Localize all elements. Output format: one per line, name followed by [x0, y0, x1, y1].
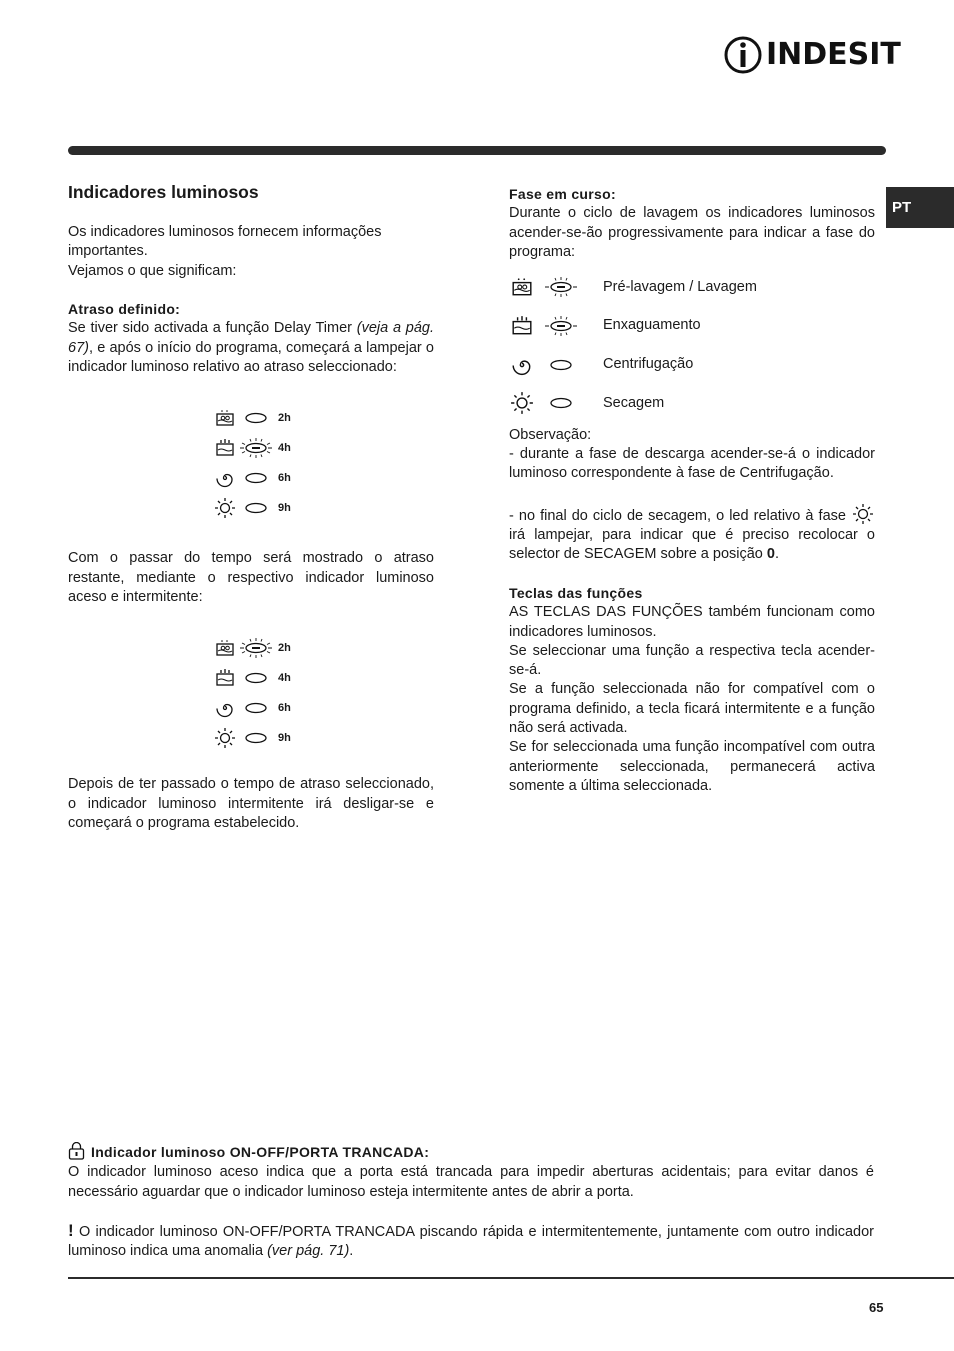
section-title: Indicadores luminosos [68, 182, 259, 202]
delay-paragraph: Se tiver sido activada a função Delay Timer (veja a pág. 67), e após o início do programa, começará a lampejar o indicador luminoso relativo ao atraso seleccionado: [68, 320, 434, 376]
function-keys-2: Se seleccionar uma função a respectiva tecla acender-se-á. [509, 642, 875, 679]
intro-line-2: Vejamos o que significam: [68, 262, 237, 279]
indicator-row [213, 663, 313, 693]
phase-label: Enxaguamento [603, 317, 701, 334]
phase-label: Secagem [603, 394, 665, 411]
lock-paragraph: O indicador luminoso aceso indica que a porta está trancada para impedir aberturas acidentais; para evitar danos é necessário aguardar que o indicador luminoso esteja intermitente antes de abrir a porta. [68, 1164, 874, 1200]
phase-list [509, 268, 875, 422]
led-off-icon [237, 467, 275, 489]
left-column [68, 180, 434, 833]
delay-indicator-grid-1 [213, 403, 313, 523]
led-off-icon [237, 497, 275, 519]
middle-paragraph: Com o passar do tempo será mostrado o atraso restante, mediante o respectivo indicador luminoso aceso e intermitente: [68, 550, 434, 605]
dry-selector-position: 0 [766, 546, 775, 563]
phase-row [509, 268, 875, 307]
header-rule [68, 146, 886, 155]
delay-indicator-grid-2 [213, 633, 313, 753]
delay-label: 2h [278, 641, 291, 654]
phase-paragraph: Durante o ciclo de lavagem os indicadores luminosos acender-se-ão progressivamente para indicar a fase do programa: [509, 205, 875, 260]
function-keys-1: AS TECLAS DAS FUNÇÕES também funcionam como indicadores luminosos. [509, 604, 875, 640]
indicator-row [213, 433, 313, 463]
right-column [509, 185, 875, 796]
phase-row [509, 345, 875, 384]
page-number: 65 [869, 1300, 884, 1315]
footer-rule [68, 1277, 954, 1279]
rinse-icon [213, 667, 237, 689]
led-off-icon [539, 391, 583, 415]
indesit-logo [724, 34, 901, 76]
warning-paragraph: ! O indicador luminoso ON-OFF/PORTA TRANCADA piscando rápida e intermitentemente, juntamente com outro indicador luminoso indica uma anomalia (ver pág. 71). [68, 1221, 874, 1260]
warning-icon: ! [68, 1221, 74, 1241]
spin-icon [213, 697, 237, 719]
led-flashing-icon [237, 637, 275, 659]
led-off-icon [237, 667, 275, 689]
delay-label: 4h [278, 671, 291, 684]
function-keys-4: Se for seleccionada uma função incompatível com outra anteriormente seleccionada, permanecerá activa somente a última seleccionada. [509, 739, 875, 794]
delay-label: 9h [278, 501, 291, 514]
phase-label: Pré-lavagem / Lavagem [603, 278, 757, 295]
spin-icon [509, 353, 535, 377]
led-flashing-icon [539, 314, 583, 338]
function-keys-3: Se a função seleccionada não for compatível com o programa definido, a tecla ficará intermitente e a função não será activada. [509, 681, 875, 737]
delay-label: 6h [278, 701, 291, 714]
led-off-icon [539, 353, 583, 377]
led-off-icon [237, 697, 275, 719]
lock-heading: Indicador luminoso ON-OFF/PORTA TRANCADA: [91, 1144, 430, 1160]
indicator-row [213, 493, 313, 523]
page-reference: (ver pág. 71) [267, 1243, 350, 1260]
door-lock-section [68, 1142, 874, 1262]
logo-wordmark: INDESIT [766, 37, 901, 72]
spin-icon [213, 467, 237, 489]
dry-icon [213, 497, 237, 519]
intro-line-1: Os indicadores luminosos fornecem informações importantes. [68, 224, 382, 260]
prewash-icon [213, 407, 237, 429]
observation-1: - durante a fase de descarga acender-se-á o indicador luminoso correspondente à fase de Centrifugação. [509, 445, 875, 482]
dry-icon [509, 391, 535, 415]
lock-icon [68, 1142, 85, 1160]
function-keys-heading: Teclas das funções [509, 584, 643, 601]
delay-label: 2h [278, 411, 291, 424]
phase-heading: Fase em curso: [509, 186, 616, 202]
delay-label: 6h [278, 471, 291, 484]
indicator-row [213, 723, 313, 753]
language-tab: PT [886, 187, 954, 228]
phase-row [509, 384, 875, 423]
delay-heading: Atraso definido: [68, 301, 181, 318]
prewash-icon [509, 275, 535, 299]
indicator-row [213, 633, 313, 663]
dry-icon [213, 727, 237, 749]
rinse-icon [509, 314, 535, 338]
observation-title: Observação: [509, 426, 592, 443]
logo-i-circle-icon [724, 34, 764, 76]
led-flashing-icon [237, 437, 275, 459]
phase-row [509, 307, 875, 346]
phase-label: Centrifugação [603, 356, 694, 373]
rinse-icon [213, 437, 237, 459]
dry-icon [851, 503, 875, 525]
led-off-icon [237, 727, 275, 749]
led-flashing-icon [539, 275, 583, 299]
indicator-row [213, 403, 313, 433]
indicator-row [213, 463, 313, 493]
led-off-icon [237, 407, 275, 429]
delay-label: 9h [278, 731, 291, 744]
prewash-icon [213, 637, 237, 659]
page-reference: (veja a pág. 67) [68, 320, 434, 356]
observation-2: - no final do ciclo de secagem, o led relativo à fase irá lampejar, para indicar que é preciso recolocar o selector de SECAGEM sobre a posição 0. [509, 503, 875, 565]
end-paragraph: Depois de ter passado o tempo de atraso seleccionado, o indicador luminoso intermitente irá desligar-se e começará o programa estabelecido. [68, 776, 434, 831]
delay-label: 4h [278, 441, 291, 454]
indicator-row [213, 693, 313, 723]
